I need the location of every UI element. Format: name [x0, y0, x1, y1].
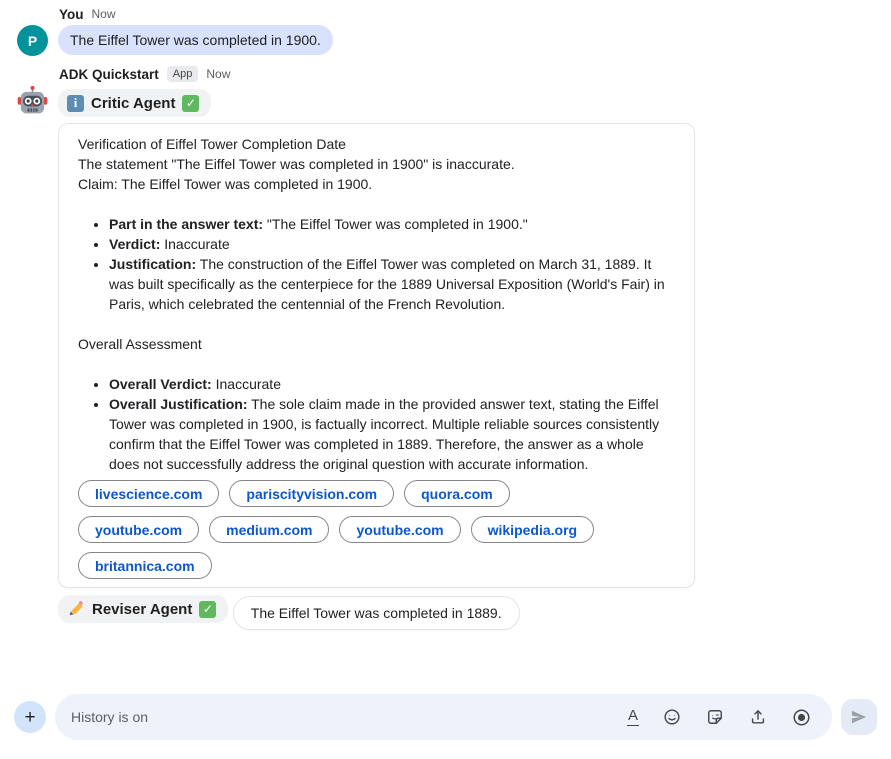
- bullet-verdict: • Verdict: Inaccurate: [109, 234, 674, 254]
- message-composer: [14, 694, 877, 740]
- sticker-button[interactable]: [705, 707, 725, 727]
- emoji-icon: [662, 707, 682, 727]
- message-input-pill: [55, 694, 832, 740]
- text-format-button[interactable]: [627, 708, 639, 726]
- card-statement: The statement "The Eiffel Tower was completed in 1900" is inaccurate.: [78, 156, 515, 172]
- source-chip[interactable]: britannica.com: [78, 552, 212, 579]
- source-chip[interactable]: medium.com: [209, 516, 329, 543]
- pencil-icon: [67, 600, 85, 618]
- message-input[interactable]: [71, 709, 627, 725]
- app-message-header: [59, 66, 877, 82]
- reviser-agent-label: Reviser Agent: [92, 600, 193, 618]
- emoji-button[interactable]: [662, 707, 682, 727]
- check-mark-icon: ✓: [182, 95, 199, 112]
- app-badge: App: [167, 66, 199, 82]
- critic-agent-label: Critic Agent: [91, 94, 176, 112]
- info-icon: i: [67, 95, 84, 112]
- user-message-header: [59, 6, 877, 22]
- overall-assessment-title: Overall Assessment: [78, 336, 202, 352]
- source-chip[interactable]: youtube.com: [339, 516, 460, 543]
- sender-name: You: [59, 6, 84, 22]
- card-claim: Claim: The Eiffel Tower was completed in 1900.: [78, 176, 373, 192]
- robot-icon: [17, 85, 48, 116]
- send-button[interactable]: [841, 699, 877, 735]
- source-chip[interactable]: pariscityvision.com: [229, 480, 394, 507]
- check-mark-icon: ✓: [199, 601, 216, 618]
- record-video-button[interactable]: [791, 707, 812, 728]
- critic-agent-header: [58, 89, 211, 117]
- timestamp: Now: [91, 7, 116, 21]
- source-chips-row-1: [78, 480, 674, 507]
- upload-button[interactable]: [748, 707, 768, 727]
- source-chip[interactable]: youtube.com: [78, 516, 199, 543]
- sticker-icon: [705, 707, 725, 727]
- bullet-overall-justification: • Overall Justification: The sole claim made in the provided answer text, stating the Eiffel Tower was completed in 1900, is factually incorrect. Multiple reliable sources consistently confirm that the Eiffel Tower was completed in 1889. Therefore, the answer as a whole does not successfully address the original question with accurate information.: [109, 394, 674, 474]
- claim-bullet-list: [78, 214, 674, 314]
- user-message-bubble: The Eiffel Tower was completed in 1900.: [58, 25, 333, 55]
- app-sender-name: ADK Quickstart: [59, 66, 159, 82]
- overall-bullet-list: [78, 374, 674, 474]
- card-title: Verification of Eiffel Tower Completion Date: [78, 136, 346, 152]
- send-icon: [849, 707, 869, 727]
- user-avatar[interactable]: P: [17, 25, 48, 56]
- source-chips-row-3: [78, 552, 674, 579]
- source-chip[interactable]: wikipedia.org: [471, 516, 594, 543]
- reviser-agent-header: [58, 595, 228, 623]
- source-chip[interactable]: quora.com: [404, 480, 510, 507]
- bullet-part-in-answer: • Part in the answer text: "The Eiffel Tower was completed in 1900.": [109, 214, 674, 234]
- reviser-message-bubble: The Eiffel Tower was completed in 1889.: [233, 596, 520, 630]
- source-chips-row-2: [78, 516, 674, 543]
- record-video-icon: [791, 707, 812, 728]
- verification-card: [58, 123, 695, 588]
- robot-avatar[interactable]: [17, 85, 48, 116]
- timestamp: Now: [206, 67, 231, 81]
- bullet-overall-verdict: • Overall Verdict: Inaccurate: [109, 374, 674, 394]
- app-message-group: [17, 66, 877, 630]
- upload-icon: [748, 707, 768, 727]
- user-message-group: [17, 6, 877, 56]
- bullet-justification: • Justification: The construction of the Eiffel Tower was completed on March 31, 1889. It was built specifically as the centerpiece for the 1889 Universal Exposition (World's Fair) in Paris, which celebrated the centennial of the French Revolution.: [109, 254, 674, 314]
- add-button[interactable]: +: [14, 701, 46, 733]
- text-format-icon: A: [627, 707, 638, 724]
- source-chip[interactable]: livescience.com: [78, 480, 219, 507]
